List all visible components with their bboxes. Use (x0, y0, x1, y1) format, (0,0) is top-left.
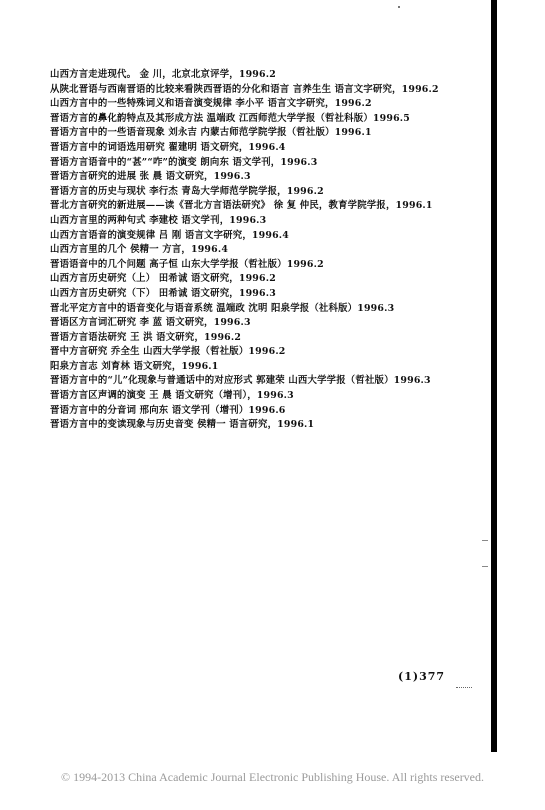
edge-tick (482, 566, 488, 567)
reference-item: 晋语方言语法研究 王 洪 语文研究，1996.2 (50, 331, 242, 343)
reference-item: 晋语方言研究的进展 张 晨 语文研究，1996.3 (50, 171, 251, 183)
reference-list (50, 68, 488, 433)
scan-speck (398, 6, 400, 8)
reference-item: 晋北平定方言中的语音变化与语音系统 温端政 沈明 阳泉学报（社科版）1996.3 (50, 302, 395, 314)
reference-item: 山西方言走进现代。 金 川，北京北京评学，1996.2 (50, 69, 276, 80)
reference-item: 山西方言中的一些特殊词义和语音演变规律 李小平 语言文字研究，1996.2 (50, 98, 372, 110)
binding-edge-bar (491, 0, 497, 752)
reference-item: 晋中方言研究 乔全生 山西大学学报（哲社版）1996.2 (50, 346, 286, 358)
edge-tick (482, 540, 488, 541)
reference-item: 阳泉方言志 刘育林 语文研究，1996.1 (50, 360, 219, 372)
reference-item: 晋语区方言词汇研究 李 蓝 语文研究，1996.3 (50, 317, 251, 329)
reference-item: 山西方言里的几个 侯精一 方言，1996.4 (50, 244, 229, 256)
reference-item: 晋语方言中的一些语音现象 刘永吉 内蒙古师范学院学报（哲社版）1996.1 (50, 127, 372, 139)
reference-item: 晋语语音中的几个问题 高子恒 山东大学学报（哲社版）1996.2 (50, 258, 324, 270)
reference-item: 山西方言历史研究（下） 田希诚 语文研究，1996.3 (50, 287, 276, 299)
reference-item: 晋语方言中的词语选用研究 翟建明 语文研究，1996.4 (50, 141, 286, 153)
reference-item: 山西方言里的两种句式 李建校 语文学刊，1996.3 (50, 214, 267, 226)
reference-item: 晋语方言中的变读现象与历史音变 侯精一 语言研究，1996.1 (50, 419, 315, 431)
copyright-footer: © 1994-2013 China Academic Journal Electronic Publishing House. All rights reserved. (60, 770, 485, 784)
reference-item: 山西方言语音的演变规律 吕 刚 语言文字研究，1996.4 (50, 229, 289, 241)
reference-item: 山西方言历史研究（上） 田希诚 语文研究，1996.2 (50, 273, 276, 285)
reference-item: 晋语方言中的分音词 邢向东 语文学刊（增刊）1996.6 (50, 404, 286, 416)
reference-item: 晋语方言区声调的演变 王 晨 语文研究（增刊），1996.3 (50, 390, 294, 402)
page-number-dots (456, 687, 472, 688)
reference-item: 从陕北晋语与西南晋语的比较来看陕西晋语的分化和语言 言养生生 语言文字研究，1996.2 (50, 83, 439, 95)
reference-item: 晋语方言的鼻化韵特点及其形成方法 温端政 江西师范大学学报（哲社科版）1996.5 (50, 112, 410, 124)
reference-item: 晋语方言语音中的“甚”“咋”的演变 朗向东 语文学刊，1996.3 (50, 156, 318, 168)
reference-item: 晋语方言中的“儿”化现象与普通话中的对应形式 郭建荣 山西大学学报（哲社版）1996.3 (50, 375, 431, 387)
page-number: (1)377 (398, 670, 446, 683)
reference-item: 晋北方言研究的新进展——读《晋北方言语法研究》 徐 复 仲民，教育学院学报，1996.1 (50, 200, 433, 212)
reference-item: 晋语方言的历史与现状 李行杰 青岛大学师范学院学报，1996.2 (50, 185, 324, 197)
